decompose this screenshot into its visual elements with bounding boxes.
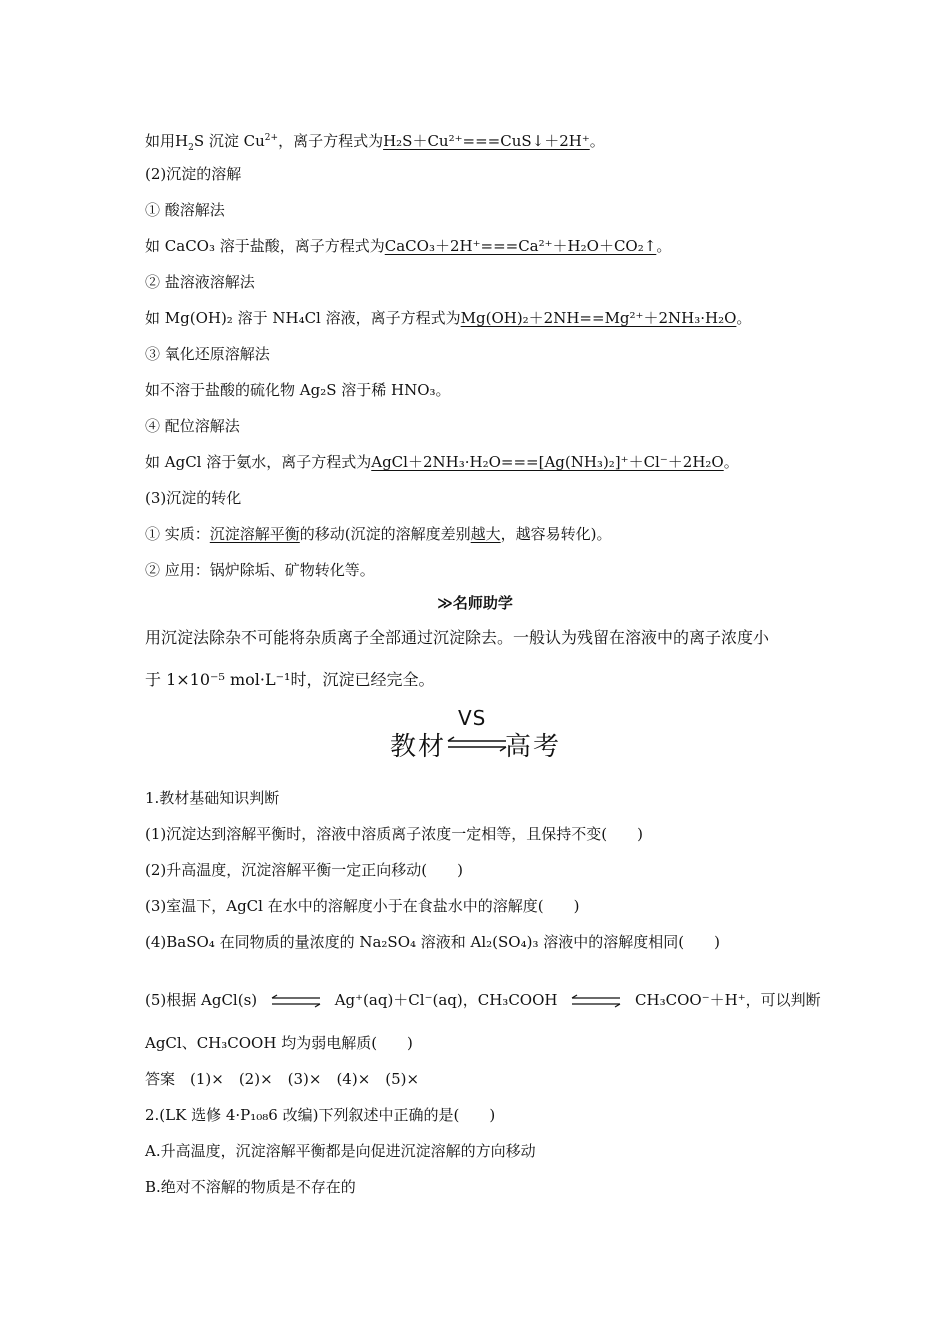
equilibrium-arrow-icon: [270, 994, 322, 1008]
text-line-ag2s: 如不溶于盐酸的硫化物 Ag₂S 溶于稀 HNO₃。: [145, 381, 451, 399]
text-line-essence: ① 实质：沉淀溶解平衡的移动(沉淀的溶解度差别越大，越容易转化)。: [145, 525, 612, 543]
subheading-salt: ② 盐溶液溶解法: [145, 273, 255, 291]
banner-left: 教材: [390, 732, 447, 762]
heading-dissolution: (2)沉淀的溶解: [145, 165, 242, 183]
subheading-redox: ③ 氧化还原溶解法: [145, 345, 270, 363]
equation-cus: H₂S＋Cu²⁺===CuS↓＋2H⁺: [383, 132, 590, 150]
equation-agcl: AgCl＋2NH₃·H₂O===[Ag(NH₃)₂]⁺＋Cl⁻＋2H₂O: [371, 453, 724, 471]
textbook-vs-exam-banner: [0, 706, 950, 766]
banner-equilibrium-arrow: [446, 736, 508, 752]
answer-line: 答案 (1)× (2)× (3)× (4)× (5)×: [145, 1070, 420, 1088]
text-line-agcl: 如 AgCl 溶于氨水，离子方程式为AgCl＋2NH₃·H₂O===[Ag(NH₃)₂]⁺＋Cl⁻＋2H₂O。: [145, 453, 739, 471]
heading-conversion: (3)沉淀的转化: [145, 489, 242, 507]
tip-heading: ≫名师助学: [437, 594, 513, 612]
subheading-acid: ① 酸溶解法: [145, 201, 225, 219]
question-1-item-2: (2)升高温度，沉淀溶解平衡一定正向移动( ): [145, 861, 463, 879]
equation-mgoh2: Mg(OH)₂＋2NH==Mg²⁺＋2NH₃·H₂O: [460, 309, 737, 327]
equation-caco3: CaCO₃＋2H⁺===Ca²⁺＋H₂O＋CO₂↑: [384, 237, 657, 255]
text-line-cu-precipitation: 如用$H_2S$ 沉淀 $Cu^{2+}$，离子方程式为H₂S＋Cu²⁺===CuS↓＋2H⁺。: [145, 132, 605, 153]
banner-vs: VS: [458, 706, 487, 730]
question-1-item-5-cont: AgCl、CH₃COOH 均为弱电解质( ): [145, 1034, 413, 1052]
text-line-caco3: 如 CaCO₃ 溶于盐酸，离子方程式为CaCO₃＋2H⁺===Ca²⁺＋H₂O＋CO₂↑。: [145, 237, 672, 255]
text-line-application: ② 应用：锅炉除垢、矿物转化等。: [145, 561, 375, 579]
text-line-mgoh2: 如 Mg(OH)₂ 溶于 NH₄Cl 溶液，离子方程式为Mg(OH)₂＋2NH==Mg²⁺＋2NH₃·H₂O。: [145, 309, 752, 327]
question-1-title: 1.教材基础知识判断: [145, 789, 280, 807]
question-1-item-3: (3)室温下，AgCl 在水中的溶解度小于在食盐水中的溶解度( ): [145, 897, 580, 915]
question-1-item-1: (1)沉淀达到溶解平衡时，溶液中溶质离子浓度一定相等，且保持不变( ): [145, 825, 643, 843]
question-1-item-4: (4)BaSO₄ 在同物质的量浓度的 Na₂SO₄ 溶液和 Al₂(SO₄)₃ 溶液中的溶解度相同( ): [145, 933, 720, 951]
tip-paragraph-1: 用沉淀法除杂不可能将杂质离子全部通过沉淀除去。一般认为残留在溶液中的离子浓度小: [145, 628, 770, 647]
question-2-option-a: A.升高温度，沉淀溶解平衡都是向促进沉淀溶解的方向移动: [145, 1142, 536, 1160]
banner-right: 高考: [505, 732, 562, 762]
subheading-complex: ④ 配位溶解法: [145, 417, 240, 435]
equilibrium-arrow-icon: [570, 994, 622, 1008]
question-2-option-b: B.绝对不溶解的物质是不存在的: [145, 1178, 356, 1196]
question-1-item-5: (5)根据 AgCl(s) Ag⁺(aq)＋Cl⁻(aq)，CH₃COOH CH₃COO⁻＋H⁺，可以判断: [145, 991, 821, 1009]
question-2-title: 2.(LK 选修 4·P₁₀₈6 改编)下列叙述中正确的是( ): [145, 1106, 496, 1124]
tip-paragraph-2: 于 1×10⁻⁵ mol·L⁻¹时，沉淀已经完全。: [145, 670, 435, 689]
